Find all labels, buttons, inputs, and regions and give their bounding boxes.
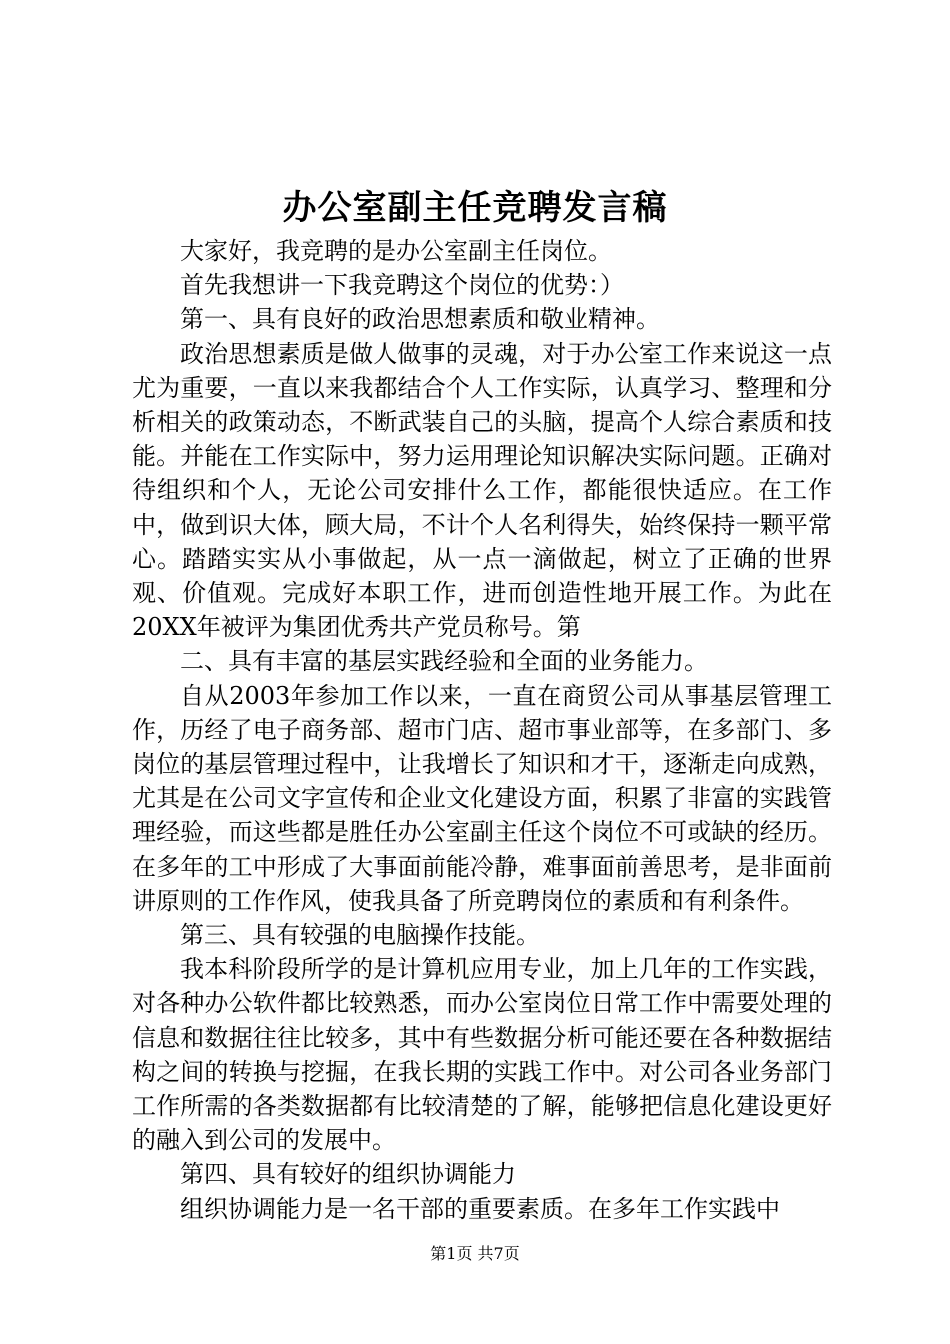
heading-third-advantage: 第三、具有较强的电脑操作技能。 bbox=[180, 921, 540, 950]
document-title: 办公室副主任竞聘发言稿 bbox=[282, 188, 668, 228]
page-footer: 第1页 共7页 bbox=[430, 1244, 520, 1263]
paragraph-work-experience: 自从2003年参加工作以来，一直在商贸公司从事基层管理工作，历经了电子商务部、超市门店、超市事业部等，在多部门、多岗位的基层管理过程中，让我增长了知识和才干，逐渐走向成熟，尤其是在公司文字宣传和企业文化建设方面，积累了非富的实践管理经验，而这些都是胜任办公室副主任这个岗位不可或缺的经历。在多年的工中形成了大事面前能冷静，难事面前善思考，是非面前讲原则的工作作风，使我具备了所竞聘岗位的素质和有利条件。 bbox=[132, 681, 832, 915]
heading-first-advantage: 第一、具有良好的政治思想素质和敬业精神。 bbox=[180, 305, 660, 334]
heading-fourth-advantage: 第四、具有较好的组织协调能力 bbox=[180, 1160, 516, 1189]
heading-second-advantage: 二、具有丰富的基层实践经验和全面的业务能力。 bbox=[180, 647, 708, 676]
paragraph-political-quality: 政治思想素质是做人做事的灵魂，对于办公室工作来说这一点尤为重要，一直以来我都结合个人工作实际，认真学习、整理和分析相关的政策动态，不断武装自己的头脑，提高个人综合素质和技能。并能在工作实际中，努力运用理论知识解决实际问题。正确对待组织和个人，无论公司安排什么工作，都能很快适应。在工作中，做到识大体，顾大局，不计个人名利得失，始终保持一颗平常心。踏踏实实从小事做起，从一点一滴做起，树立了正确的世界观、价值观。完成好本职工作，进而创造性地开展工作。为此在20XX年被评为集团优秀共产党员称号。第 bbox=[132, 339, 832, 642]
paragraph-computer-skills: 我本科阶段所学的是计算机应用专业，加上几年的工作实践，对各种办公软件都比较熟悉，而办公室岗位日常工作中需要处理的信息和数据往往比较多，其中有些数据分析可能还要在各种数据结构之间的转换与挖掘，在我长期的实践工作中。对公司各业务部门工作所需的各类数据都有比较清楚的了解，能够把信息化建设更好的融入到公司的发展中。 bbox=[132, 955, 832, 1155]
paragraph-intro: 首先我想讲一下我竞聘这个岗位的优势：） bbox=[180, 271, 624, 300]
paragraph-greeting: 大家好，我竞聘的是办公室副主任岗位。 bbox=[180, 237, 612, 265]
paragraph-coordination: 组织协调能力是一名干部的重要素质。在多年工作实践中 bbox=[180, 1194, 780, 1223]
document-body bbox=[132, 234, 832, 1226]
